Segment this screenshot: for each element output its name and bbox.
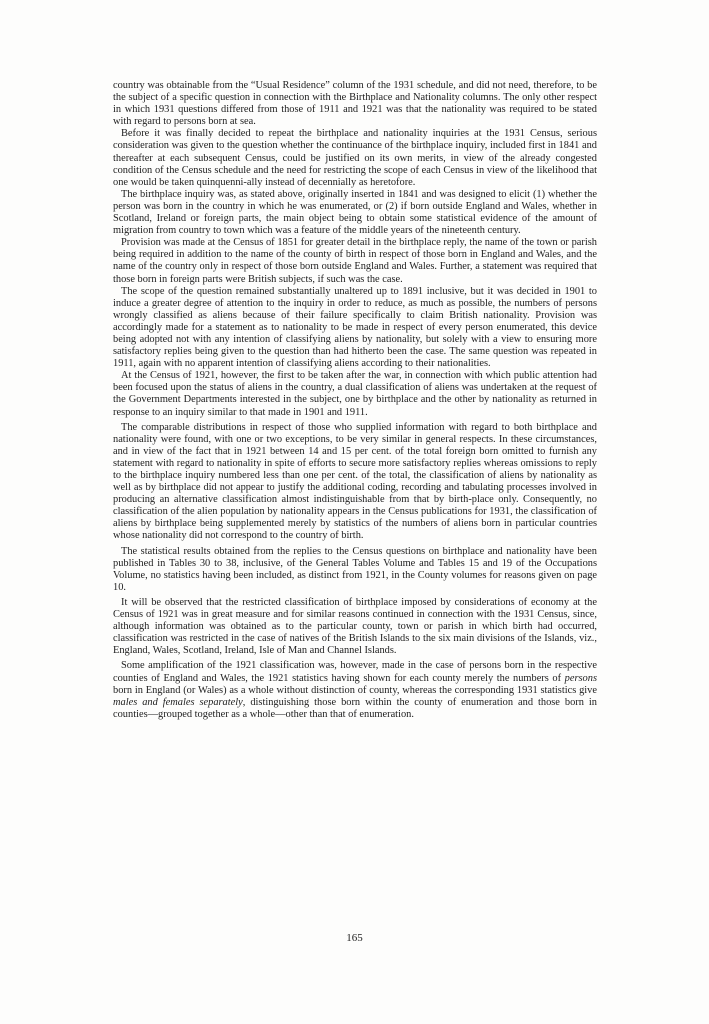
paragraph-1 — [113, 80, 597, 128]
paragraph-6 — [113, 370, 597, 418]
paragraph-7 — [113, 422, 597, 543]
paragraph-text: Some amplification of the 1921 classification was, however, made in the case of persons born in the respective counties of England and Wales, the 1921 statistics having shown for each county merely the numbers of — [113, 660, 597, 684]
paragraph-3 — [113, 189, 597, 237]
paragraph-text: At the Census of 1921, however, the first to be taken after the war, in connection with which public attention had been focused upon the status of aliens in the country, a dual classification of aliens was undertaken at the request of the Government Departments interested in the subject, one by birthplace and the other by nationality as returned in response to an inquiry similar to that made in 1901 and 1911. — [113, 370, 597, 418]
emphasis-persons: persons — [564, 672, 597, 684]
paragraph-text: The scope of the question remained substantially unaltered up to 1891 inclusive, but it was decided in 1901 to induce a greater degree of attention to the inquiry in order to reduce, as much as possible, the numbers of persons wrongly classified as aliens because of their failure specifically to claim British nationality. Provision was accordingly made for a statement as to nationality to be made in respect of every person enumerated, this device being adopted not with any intention of classifying aliens by nationality, but solely with a view to ensuring more satisfactory replies being given to the question than had hitherto been the case. The same question was repeated in 1911, again with no apparent intention of classifying aliens according to their nationalities. — [113, 285, 597, 370]
paragraph-text: The statistical results obtained from the replies to the Census questions on birthplace and nationality have been published in Tables 30 to 38, inclusive, of the General Tables Volume and Tables 15 and 19 of the Occupations Volume, no statistics having been included, as distinct from 1921, in the County volumes for reasons given on page 10. — [113, 545, 597, 593]
body-text — [113, 80, 597, 721]
emphasis-males-females: males and females separately — [113, 696, 243, 708]
paragraph-text: country was obtainable from the “Usual Residence” column of the 1931 schedule, and did not need, therefore, to be the subject of a specific question in connection with the Birthplace and Nationality columns. The only other respect in which 1931 questions differed from those of 1911 and 1921 was that the nationality was required to be stated with regard to persons born at sea. — [113, 80, 597, 128]
paragraph-text: Provision was made at the Census of 1851 for greater detail in the birthplace reply, the name of the town or parish being required in addition to the name of the county of birth in respect of those born in England and Wales, and the name of the country only in respect of those born outside England and Wales. Further, a statement was required that those born in foreign parts were British subjects, if such was the case. — [113, 237, 597, 285]
paragraph-text: born in England (or Wales) as a whole without distinction of county, whereas the corresponding 1931 statistics give — [113, 684, 597, 696]
paragraph-text: It will be observed that the restricted classification of birthplace imposed by considerations of economy at the Census of 1921 was in great measure and for similar reasons continued in connection with the 1931 Census, since, although information was obtained as to the particular county, town or parish in which birth had occurred, classification was restricted in the case of natives of the British Islands to the six main divisions of the Islands, viz., England, Wales, Scotland, Ireland, Isle of Man and Channel Islands. — [113, 596, 597, 657]
paragraph-8 — [113, 546, 597, 594]
paragraph-2 — [113, 128, 597, 188]
paragraph-text: The comparable distributions in respect of those who supplied information with regard to both birthplace and nationality were found, with one or two exceptions, to be very similar in general respects. In these circumstances, and in view of the fact that in 1921 between 14 and 15 per cent. of the total foreign born omitted to furnish any statement with regard to nationality in spite of efforts to secure more satisfactory replies whereas omissions to reply to the birthplace inquiry numbered less than one per cent. of the total, the classification of aliens by nationality as well as by birthplace did not appear to justify the additional coding, recording and tabulating processes involved in producing an alternative classification almost indistinguishable from that by birth-place only. Consequently, no classification of the alien population by nationality appears in the Census publications for 1931, the classification of aliens by birthplace being supplemented merely by statistics of the numbers of aliens born in particular countries whose nationality did not correspond to the country of birth. — [113, 421, 597, 542]
paragraph-text: Before it was finally decided to repeat the birthplace and nationality inquiries at the 1931 Census, serious consideration was given to the question whether the continuance of the birthplace inquiry, included first in 1841 and thereafter at each subsequent Census, could be justified on its own merits, in view of the already congested condition of the Census schedule and the need for restricting the scope of each Census in view of the likelihood that one would be taken quinquenni-ally instead of decennially as heretofore. — [113, 128, 597, 188]
paragraph-9 — [113, 597, 597, 657]
paragraph-text: , distinguishing those born within the county of enumeration and those born in counties—grouped together as a whole—other than that of enumeration. — [113, 696, 597, 720]
paragraph-10 — [113, 660, 597, 720]
paragraph-4 — [113, 237, 597, 285]
page-number: 165 — [346, 932, 363, 944]
paragraph-text: The birthplace inquiry was, as stated above, originally inserted in 1841 and was designed to elicit (1) whether the person was born in the country in which he was enumerated, or (2) if born outside England and Wales, whether in Scotland, Ireland or foreign parts, the main object being to obtain some statistical evidence of the amount of migration from country to town which was a feature of the middle years of the nineteenth century. — [113, 188, 597, 237]
paragraph-5 — [113, 286, 597, 371]
